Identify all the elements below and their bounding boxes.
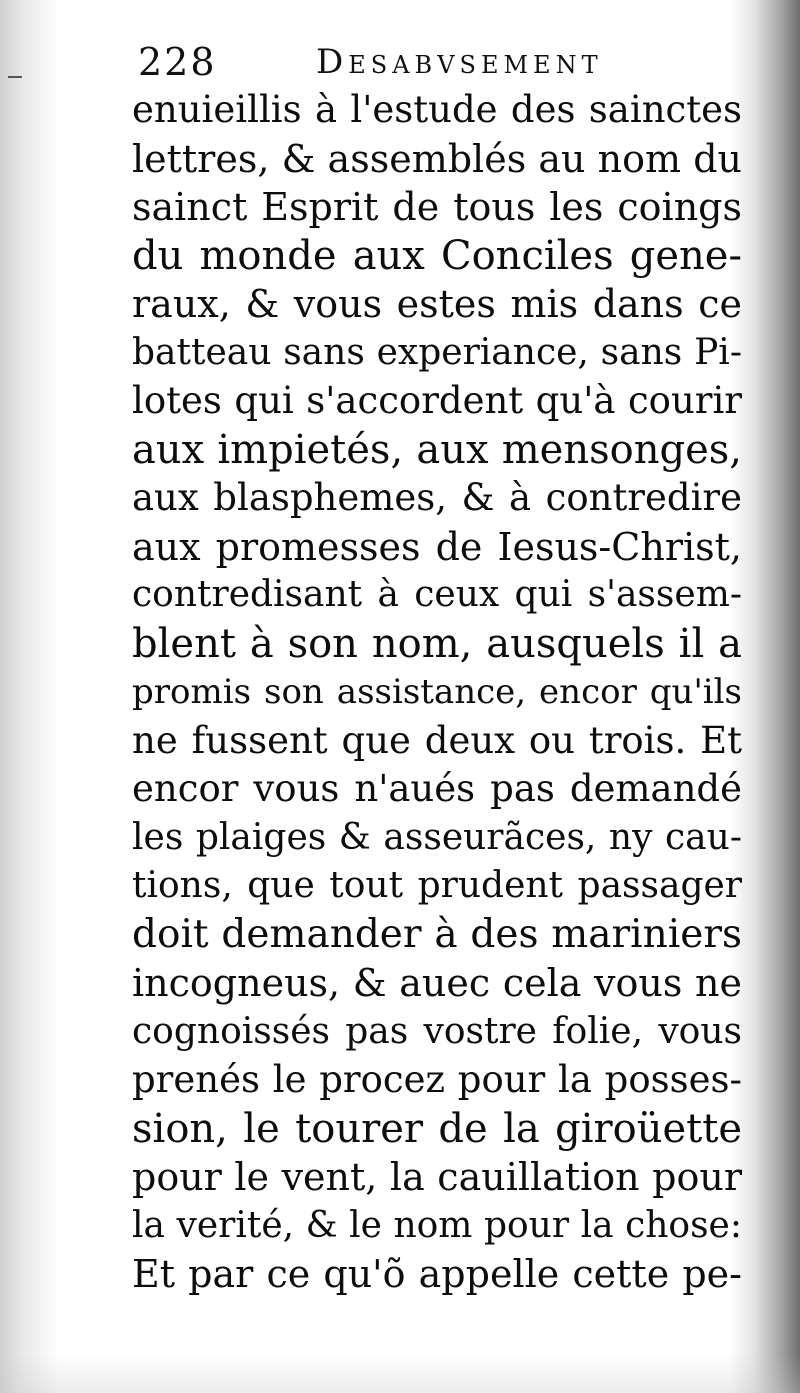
text-line: aux blasphemes, & à contredire <box>132 476 742 519</box>
running-head: Desabvsement <box>316 42 603 82</box>
page-header <box>138 40 738 90</box>
text-line: contredisant à ceux qui s'assem- <box>132 574 742 615</box>
text-line: raux, & vous estes mis dans ce <box>132 282 742 326</box>
text-line: aux impietés, aux mensonges, <box>132 426 742 473</box>
text-line: incogneus, & auec cela vous ne <box>132 961 742 1005</box>
text-line: enuieillis à l'estude des sainctes <box>132 88 742 131</box>
text-line: lotes qui s'accordent qu'à courir <box>132 379 742 422</box>
text-line: cognoissés pas vostre folie, vous <box>132 1010 742 1052</box>
text-line: du monde aux Conciles gene- <box>132 232 742 279</box>
text-line: aux promesses de Iesus-Christ, <box>132 524 742 569</box>
text-line: sion, le tourer de la giroüette <box>132 1105 742 1152</box>
text-line: batteau sans experiance, sans Pi- <box>132 331 742 373</box>
scan-left-margin <box>0 0 58 1393</box>
text-line: tions, que tout prudent passager <box>132 865 742 906</box>
text-line: encor vous n'aués pas demandé <box>132 767 742 810</box>
text-line: prenés le procez pour la posses- <box>132 1058 742 1101</box>
margin-mark <box>8 76 22 78</box>
text-line: la verité, & le nom pour la chose: <box>132 1204 742 1246</box>
text-line: promis son assistance, encor qu'ils <box>132 672 742 712</box>
text-line: ne fussent que deux ou trois. Et <box>132 718 742 762</box>
text-line: lettres, & assemblés au nom du <box>132 136 742 181</box>
text-line: pour le vent, la cauillation pour <box>132 1155 742 1199</box>
text-line: blent à son nom, ausquels il a <box>132 620 742 667</box>
scan-bottom-shade <box>0 1353 800 1393</box>
text-line: sainct Esprit de tous les coings <box>132 185 742 229</box>
body-text <box>132 86 742 1299</box>
page-number: 228 <box>138 40 217 84</box>
text-line: Et par ce qu'õ appelle cette pe- <box>132 1252 742 1296</box>
text-line: doit demander à des mariniers <box>132 911 742 957</box>
text-line: les plaiges & asseurãces, ny cau- <box>132 816 742 858</box>
